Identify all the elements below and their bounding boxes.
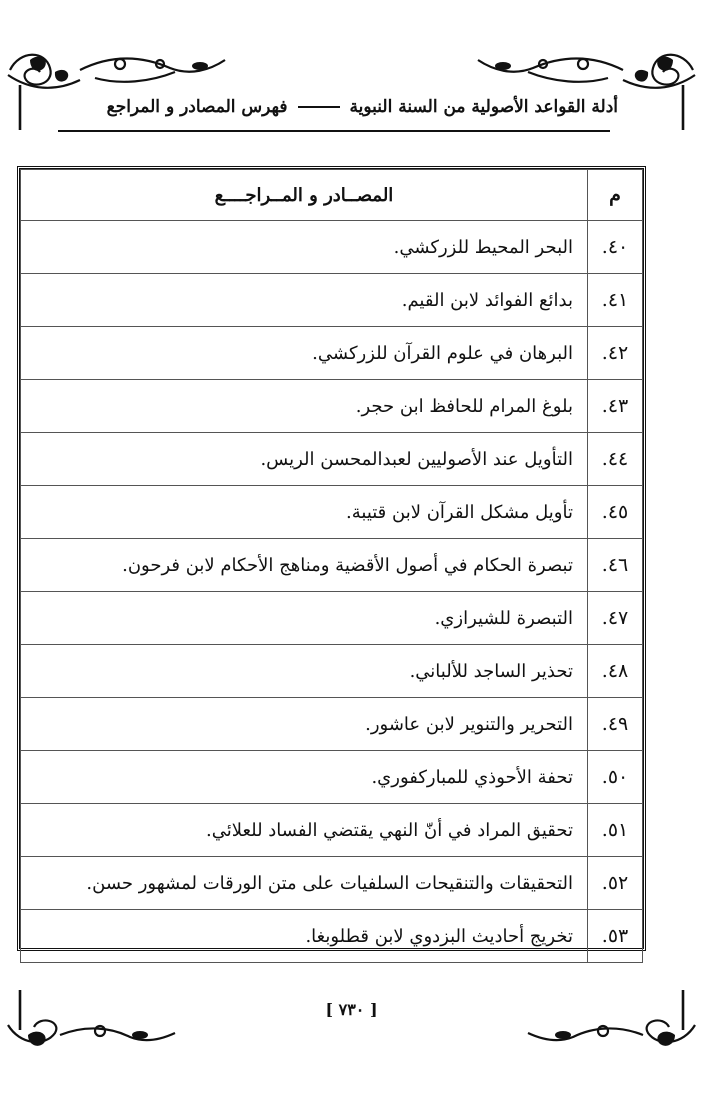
row-number: ٥١. bbox=[588, 804, 643, 857]
row-number: ٤٣. bbox=[588, 380, 643, 433]
header-rule bbox=[58, 130, 610, 132]
table-row bbox=[21, 698, 643, 751]
running-header bbox=[48, 92, 618, 122]
table-row bbox=[21, 592, 643, 645]
row-title: تحذير الساجد للألباني. bbox=[21, 645, 588, 698]
table-row bbox=[21, 539, 643, 592]
table-row bbox=[21, 645, 643, 698]
row-title: التأويل عند الأصوليين لعبدالمحسن الريس. bbox=[21, 433, 588, 486]
column-header-title: المصــادر و المــراجــــع bbox=[21, 170, 588, 221]
table-row bbox=[21, 433, 643, 486]
row-title: تبصرة الحكام في أصول الأقضية ومناهج الأحكام لابن فرحون. bbox=[21, 539, 588, 592]
row-number: ٤٤. bbox=[588, 433, 643, 486]
row-number: ٤٢. bbox=[588, 327, 643, 380]
row-number: ٤٠. bbox=[588, 221, 643, 274]
bottom-ornament bbox=[0, 985, 703, 1055]
table-row bbox=[21, 486, 643, 539]
column-header-number: م bbox=[588, 170, 643, 221]
page-number: [ ٧٣٠ ] bbox=[325, 1000, 378, 1019]
book-title: أدلة القواعد الأصولية من السنة النبوية bbox=[349, 97, 618, 117]
row-number: ٥٣. bbox=[588, 910, 643, 963]
row-title: تأويل مشكل القرآن لابن قتيبة. bbox=[21, 486, 588, 539]
table-row bbox=[21, 751, 643, 804]
row-title: البحر المحيط للزركشي. bbox=[21, 221, 588, 274]
row-number: ٤٩. bbox=[588, 698, 643, 751]
table-header-row bbox=[21, 170, 643, 221]
table-row bbox=[21, 274, 643, 327]
row-title: بلوغ المرام للحافظ ابن حجر. bbox=[21, 380, 588, 433]
row-title: البرهان في علوم القرآن للزركشي. bbox=[21, 327, 588, 380]
row-title: تخريج أحاديث البزدوي لابن قطلوبغا. bbox=[21, 910, 588, 963]
table-row bbox=[21, 380, 643, 433]
row-number: ٤٥. bbox=[588, 486, 643, 539]
row-number: ٤٦. bbox=[588, 539, 643, 592]
row-number: ٤٨. bbox=[588, 645, 643, 698]
row-title: التبصرة للشيرازي. bbox=[21, 592, 588, 645]
row-number: ٤١. bbox=[588, 274, 643, 327]
row-number: ٤٧. bbox=[588, 592, 643, 645]
row-number: ٥٠. bbox=[588, 751, 643, 804]
references-table-frame bbox=[17, 166, 646, 951]
row-title: بدائع الفوائد لابن القيم. bbox=[21, 274, 588, 327]
table-row bbox=[21, 910, 643, 963]
table-row bbox=[21, 327, 643, 380]
row-title: التحرير والتنوير لابن عاشور. bbox=[21, 698, 588, 751]
table-row bbox=[21, 857, 643, 910]
row-number: ٥٢. bbox=[588, 857, 643, 910]
row-title: التحقيقات والتنقيحات السلفيات على متن الورقات لمشهور حسن. bbox=[21, 857, 588, 910]
row-title: تحفة الأحوذي للمباركفوري. bbox=[21, 751, 588, 804]
table-row bbox=[21, 221, 643, 274]
section-title: فهرس المصادر و المراجع bbox=[106, 97, 288, 117]
references-table bbox=[20, 169, 643, 963]
header-dash bbox=[298, 106, 340, 108]
table-row bbox=[21, 804, 643, 857]
row-title: تحقيق المراد في أنّ النهي يقتضي الفساد للعلائي. bbox=[21, 804, 588, 857]
